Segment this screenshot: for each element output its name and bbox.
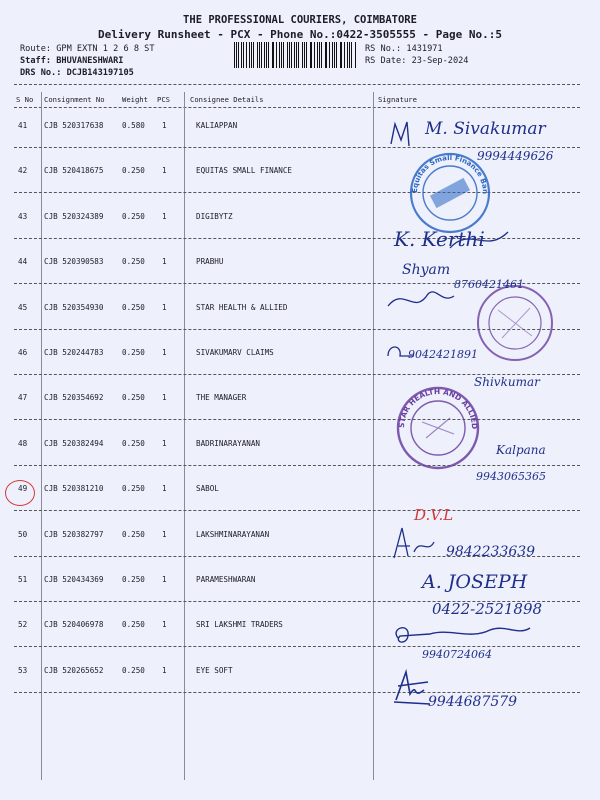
signature-text: A. JOSEPH: [422, 571, 528, 593]
stamp-text: STAR HEALTH AND ALLIED: [396, 386, 480, 430]
barcode-bar: [321, 42, 322, 68]
col-header-consignee: Consignee Details: [190, 95, 264, 104]
barcode-bar: [253, 42, 254, 68]
col-header-pcs: PCS: [157, 95, 170, 104]
row-pcs: 1: [162, 211, 167, 221]
row-consignment-no: CJB 520317638: [44, 121, 104, 130]
row-consignee: KALIAPPAN: [196, 121, 238, 130]
rs-number: RS No.: 1431971: [365, 44, 443, 54]
column-rule: [184, 92, 185, 780]
row-weight: 0.250: [122, 665, 145, 675]
row-consignee: EQUITAS SMALL FINANCE: [196, 166, 293, 176]
row-sno: 50: [18, 529, 28, 539]
row-sno: 53: [18, 665, 28, 675]
signature-text: Kalpana: [496, 443, 546, 457]
row-pcs: 1: [162, 575, 167, 584]
row-consignee: PARAMESHWARAN: [196, 575, 256, 584]
signature-43: [390, 218, 520, 260]
barcode-bar: [306, 42, 307, 68]
row-consignment-no: CJB 520418675: [44, 166, 104, 176]
row-sno: 47: [18, 393, 28, 403]
row-pcs: 1: [162, 620, 167, 630]
handwritten-mark: D.V.L: [414, 506, 454, 524]
row-weight: 0.250: [122, 166, 145, 176]
row-pcs: 1: [162, 665, 167, 675]
signature-text: K. Kerthi: [394, 227, 485, 251]
svg-text:STAR HEALTH AND ALLIED: [397, 387, 479, 429]
row-weight: 0.580: [122, 121, 145, 130]
row-consignment-no: CJB 520382494: [44, 438, 104, 448]
runsheet-subtitle: Delivery Runsheet - PCX - Phone No.:0422-3505555 - Page No.:5: [98, 28, 502, 41]
route-label: Route: GPM EXTN 1 2 6 8 ST: [20, 44, 155, 54]
row-sno: 42: [18, 166, 28, 176]
barcode-bar: [276, 42, 277, 68]
barcode-bar: [268, 42, 269, 68]
row-consignment-no: CJB 520382797: [44, 529, 104, 539]
barcode-bar: [347, 42, 348, 68]
row-sno: 49: [18, 484, 28, 494]
row-divider: [14, 192, 580, 193]
row-weight: 0.250: [122, 529, 145, 539]
handwritten-phone: 8760421461: [454, 278, 524, 291]
row-weight: 0.250: [122, 438, 145, 448]
row-consignee: SRI LAKSHMI TRADERS: [196, 620, 283, 630]
handwritten-phone: 9994449626: [477, 149, 554, 163]
barcode-bar: [264, 42, 265, 68]
star-health-stamp: [392, 382, 484, 474]
signature-44: [384, 256, 564, 316]
row-consignment-no: CJB 520354692: [44, 393, 104, 403]
barcode-bar: [294, 42, 295, 68]
signature-text: Shivkumar: [474, 375, 540, 389]
barcode-bar: [355, 42, 356, 68]
barcode-bar: [246, 42, 247, 68]
row-divider: [14, 419, 580, 420]
row-weight: 0.250: [122, 302, 145, 312]
barcode-bar: [334, 42, 335, 68]
row-consignment-no: CJB 520244783: [44, 348, 104, 357]
column-rule: [41, 92, 42, 780]
row-weight: 0.250: [122, 575, 145, 584]
row-consignee: EYE SOFT: [196, 665, 233, 675]
barcode-bar: [329, 42, 330, 68]
barcode-bar: [310, 42, 311, 68]
handwritten-phone: 9042421891: [408, 348, 478, 361]
row-consignment-no: CJB 520390583: [44, 257, 104, 267]
barcode-bar: [257, 42, 258, 68]
barcode-bar: [287, 42, 288, 68]
divider: [14, 107, 580, 108]
red-circle-mark: [5, 480, 35, 506]
row-consignment-no: CJB 520324389: [44, 211, 104, 221]
stamp-text: Equitas Small Finance Bank Ltd.: [402, 142, 490, 195]
row-pcs: 1: [162, 121, 167, 130]
col-header-consignment: Consignment No: [44, 95, 105, 104]
barcode-bar: [341, 42, 342, 68]
signature-48: [476, 438, 596, 488]
row-weight: 0.250: [122, 393, 145, 403]
row-consignee: SIVAKUMARV CLAIMS: [196, 348, 274, 357]
row-weight: 0.250: [122, 484, 145, 494]
handwritten-phone: 9943065365: [476, 470, 546, 483]
signature-52: [390, 614, 550, 664]
col-header-weight: Weight: [122, 95, 148, 104]
signature-50: [390, 502, 570, 566]
row-weight: 0.250: [122, 257, 145, 267]
row-sno: 48: [18, 438, 28, 448]
row-pcs: 1: [162, 166, 167, 176]
row-consignee: STAR HEALTH & ALLIED: [196, 302, 288, 312]
signature-text: M. Sivakumar: [425, 119, 546, 139]
row-sno: 41: [18, 121, 28, 130]
signature-53: [388, 660, 538, 716]
row-consignment-no: CJB 520265652: [44, 665, 104, 675]
barcode-bar: [241, 42, 242, 68]
row-pcs: 1: [162, 484, 167, 494]
row-consignee: BADRINARAYANAN: [196, 438, 261, 448]
row-pcs: 1: [162, 257, 167, 267]
staff-label: Staff: BHUVANESHWARI: [20, 56, 124, 66]
divider: [14, 84, 580, 85]
barcode: [234, 42, 356, 68]
col-header-signature: Signature: [378, 95, 417, 104]
drs-number: DRS No.: DCJB143197105: [20, 68, 134, 78]
signature-text: Shyam: [402, 262, 451, 278]
handwritten-phone: 9944687579: [428, 694, 518, 710]
row-consignee: PRABHU: [196, 257, 224, 267]
barcode-bar: [302, 42, 303, 68]
company-title: THE PROFESSIONAL COURIERS, COIMBATORE: [183, 14, 417, 26]
row-sno: 43: [18, 211, 28, 221]
barcode-bar: [234, 42, 235, 68]
row-weight: 0.250: [122, 348, 145, 357]
barcode-bar: [317, 42, 318, 68]
handwritten-phone: 0422-2521898: [432, 600, 543, 618]
handwritten-phone: 9940724064: [422, 648, 492, 661]
handwritten-phone: 9842233639: [446, 544, 536, 560]
row-pcs: 1: [162, 348, 167, 357]
row-sno: 45: [18, 302, 28, 312]
row-pcs: 1: [162, 529, 167, 539]
row-consignment-no: CJB 520381210: [44, 484, 104, 494]
signature-46: [384, 340, 514, 366]
row-pcs: 1: [162, 302, 167, 312]
row-sno: 52: [18, 620, 28, 630]
row-consignee: THE MANAGER: [196, 393, 247, 403]
row-consignee: LAKSHMINARAYANAN: [196, 529, 270, 539]
row-pcs: 1: [162, 393, 167, 403]
column-rule: [373, 92, 374, 780]
barcode-bar: [283, 42, 284, 68]
row-sno: 51: [18, 575, 28, 584]
col-header-sno: S No: [16, 95, 34, 104]
row-consignee: SABOL: [196, 484, 219, 494]
row-sno: 44: [18, 257, 28, 267]
signature-41: [385, 112, 595, 168]
row-weight: 0.250: [122, 211, 145, 221]
signature-47: [470, 370, 580, 394]
rs-date: RS Date: 23-Sep-2024: [365, 56, 469, 66]
row-weight: 0.250: [122, 620, 145, 630]
row-consignee: DIGIBYTZ: [196, 211, 233, 221]
row-pcs: 1: [162, 438, 167, 448]
row-consignment-no: CJB 520406978: [44, 620, 104, 630]
row-sno: 46: [18, 348, 28, 357]
row-consignment-no: CJB 520354930: [44, 302, 104, 312]
row-consignment-no: CJB 520434369: [44, 575, 104, 584]
